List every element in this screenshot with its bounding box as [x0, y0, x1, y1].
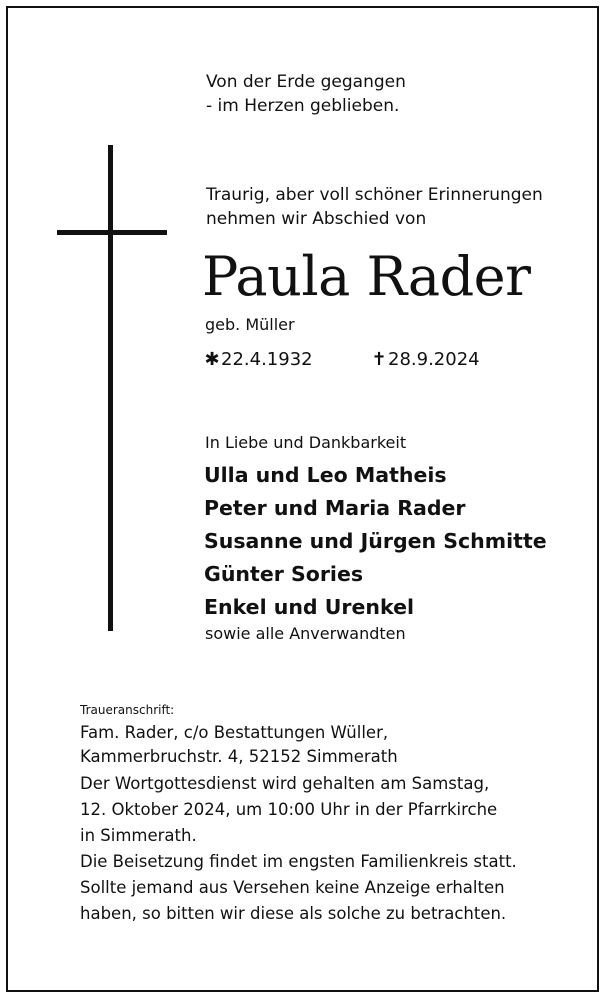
birth-date [203, 347, 313, 373]
info-line: 12. Oktober 2024, um 10:00 Uhr in der Pfarrkirche [80, 800, 498, 819]
lead-line: nehmen wir Abschied von [206, 209, 427, 229]
info-line: Die Beisetzung findet im engsten Familienkreis statt. [80, 852, 517, 871]
mourners-list [204, 459, 547, 624]
info-line: haben, so bitten wir diese als solche zu betrachten. [80, 904, 507, 923]
death-date-value: 28.9.2024 [388, 349, 480, 370]
mourning-address [80, 721, 398, 769]
cross-icon-horizontal [57, 230, 167, 235]
address-line: Kammerbruchstr. 4, 52152 Simmerath [80, 747, 398, 766]
address-label: Traueranschrift: [80, 703, 175, 717]
info-line: Der Wortgottesdienst wird gehalten am Samstag, [80, 774, 490, 793]
mourner-name: Günter Sories [204, 562, 364, 586]
mourner-name: Susanne und Jürgen Schmitte [204, 529, 547, 553]
relatives-line: sowie alle Anverwandten [205, 624, 406, 643]
intro-verse [206, 70, 406, 118]
birth-date-value: 22.4.1932 [221, 349, 313, 370]
address-line: Fam. Rader, c/o Bestattungen Wüller, [80, 723, 389, 742]
death-date [370, 347, 480, 373]
death-cross-icon: ✝ [371, 349, 387, 370]
mourner-name: Peter und Maria Rader [204, 496, 466, 520]
info-line: Sollte jemand aus Versehen keine Anzeige erhalten [80, 878, 505, 897]
mourner-name: Ulla und Leo Matheis [204, 463, 447, 487]
service-info [80, 771, 517, 927]
info-line: in Simmerath. [80, 826, 197, 845]
intro-line: Von der Erde gegangen [206, 72, 406, 92]
farewell-lead [206, 183, 543, 231]
mourner-name: Enkel und Urenkel [204, 595, 415, 619]
intro-line: - im Herzen geblieben. [206, 96, 400, 116]
thanks-line: In Liebe und Dankbarkeit [205, 433, 407, 452]
deceased-name: Paula Rader [202, 245, 531, 308]
birth-star-icon: ✱ [204, 349, 220, 370]
lead-line: Traurig, aber voll schöner Erinnerungen [206, 185, 543, 205]
cross-icon-vertical [108, 145, 113, 631]
maiden-name: geb. Müller [205, 315, 295, 334]
